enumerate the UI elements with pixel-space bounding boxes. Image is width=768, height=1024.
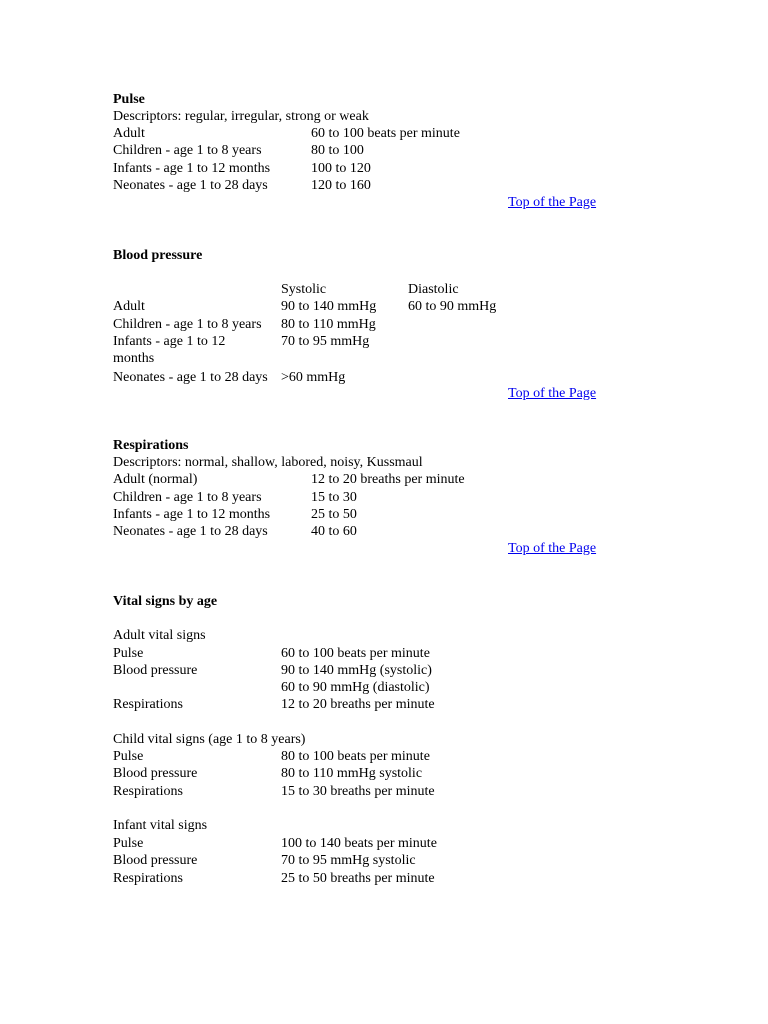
bp-row-systolic: >60 mmHg: [281, 370, 346, 385]
pulse-row-label: Infants - age 1 to 12 months: [113, 161, 271, 176]
diastolic-column-header: Diastolic: [408, 282, 459, 297]
pulse-row-label: Children - age 1 to 8 years: [113, 143, 262, 158]
vital-signs-by-age-heading: Vital signs by age: [113, 594, 218, 609]
pulse-row-label: Neonates - age 1 to 28 days: [113, 178, 268, 193]
adult-resp-label: Respirations: [113, 697, 183, 712]
resp-row-label: Neonates - age 1 to 28 days: [113, 524, 268, 539]
infant-pulse-value: 100 to 140 beats per minute: [281, 836, 437, 851]
bp-row-label: Adult: [113, 299, 145, 314]
infant-vitals-heading: Infant vital signs: [113, 818, 208, 833]
pulse-heading: Pulse: [113, 92, 145, 107]
bp-row-systolic: 90 to 140 mmHg: [281, 299, 377, 314]
pulse-row-value: 80 to 100: [311, 143, 364, 158]
bp-row-systolic: 80 to 110 mmHg: [281, 317, 376, 332]
child-bp-label: Blood pressure: [113, 766, 198, 781]
child-pulse-label: Pulse: [113, 749, 144, 764]
child-bp-value: 80 to 110 mmHg systolic: [281, 766, 423, 781]
bp-row-label: Neonates - age 1 to 28 days: [113, 370, 268, 385]
bp-row-label: Children - age 1 to 8 years: [113, 317, 262, 332]
adult-resp-value: 12 to 20 breaths per minute: [281, 697, 435, 712]
adult-pulse-label: Pulse: [113, 646, 144, 661]
infant-pulse-label: Pulse: [113, 836, 144, 851]
systolic-column-header: Systolic: [281, 282, 327, 297]
infant-resp-value: 25 to 50 breaths per minute: [281, 871, 435, 886]
resp-row-label: Children - age 1 to 8 years: [113, 490, 262, 505]
pulse-row-label: Adult: [113, 126, 145, 141]
resp-row-value: 12 to 20 breaths per minute: [311, 472, 465, 487]
child-resp-label: Respirations: [113, 784, 183, 799]
child-pulse-value: 80 to 100 beats per minute: [281, 749, 430, 764]
pulse-row-value: 60 to 100 beats per minute: [311, 126, 460, 141]
adult-bp-diastolic-value: 60 to 90 mmHg (diastolic): [281, 680, 430, 695]
adult-vitals-heading: Adult vital signs: [113, 628, 206, 643]
pulse-row-value: 120 to 160: [311, 178, 371, 193]
blood-pressure-heading: Blood pressure: [113, 248, 203, 263]
respirations-heading: Respirations: [113, 438, 189, 453]
bp-row-label: Infants - age 1 to 12 months: [113, 334, 226, 366]
resp-row-value: 40 to 60: [311, 524, 357, 539]
pulse-descriptors: Descriptors: regular, irregular, strong or weak: [113, 109, 369, 124]
infant-bp-value: 70 to 95 mmHg systolic: [281, 853, 416, 868]
adult-bp-label: Blood pressure: [113, 663, 198, 678]
resp-row-value: 15 to 30: [311, 490, 357, 505]
resp-row-label: Adult (normal): [113, 472, 198, 487]
child-vitals-heading: Child vital signs (age 1 to 8 years): [113, 732, 306, 747]
adult-pulse-value: 60 to 100 beats per minute: [281, 646, 430, 661]
respirations-descriptors: Descriptors: normal, shallow, labored, noisy, Kussmaul: [113, 455, 423, 470]
pulse-row-value: 100 to 120: [311, 161, 371, 176]
resp-row-value: 25 to 50: [311, 507, 357, 522]
top-of-page-link[interactable]: Top of the Page: [508, 386, 597, 401]
top-of-page-link[interactable]: Top of the Page: [508, 541, 597, 556]
infant-resp-label: Respirations: [113, 871, 183, 886]
bp-row-systolic: 70 to 95 mmHg: [281, 334, 370, 349]
adult-bp-systolic-value: 90 to 140 mmHg (systolic): [281, 663, 432, 678]
infant-bp-label: Blood pressure: [113, 853, 198, 868]
top-of-page-link[interactable]: Top of the Page: [508, 195, 597, 210]
bp-row-diastolic: 60 to 90 mmHg: [408, 299, 497, 314]
resp-row-label: Infants - age 1 to 12 months: [113, 507, 271, 522]
child-resp-value: 15 to 30 breaths per minute: [281, 784, 435, 799]
